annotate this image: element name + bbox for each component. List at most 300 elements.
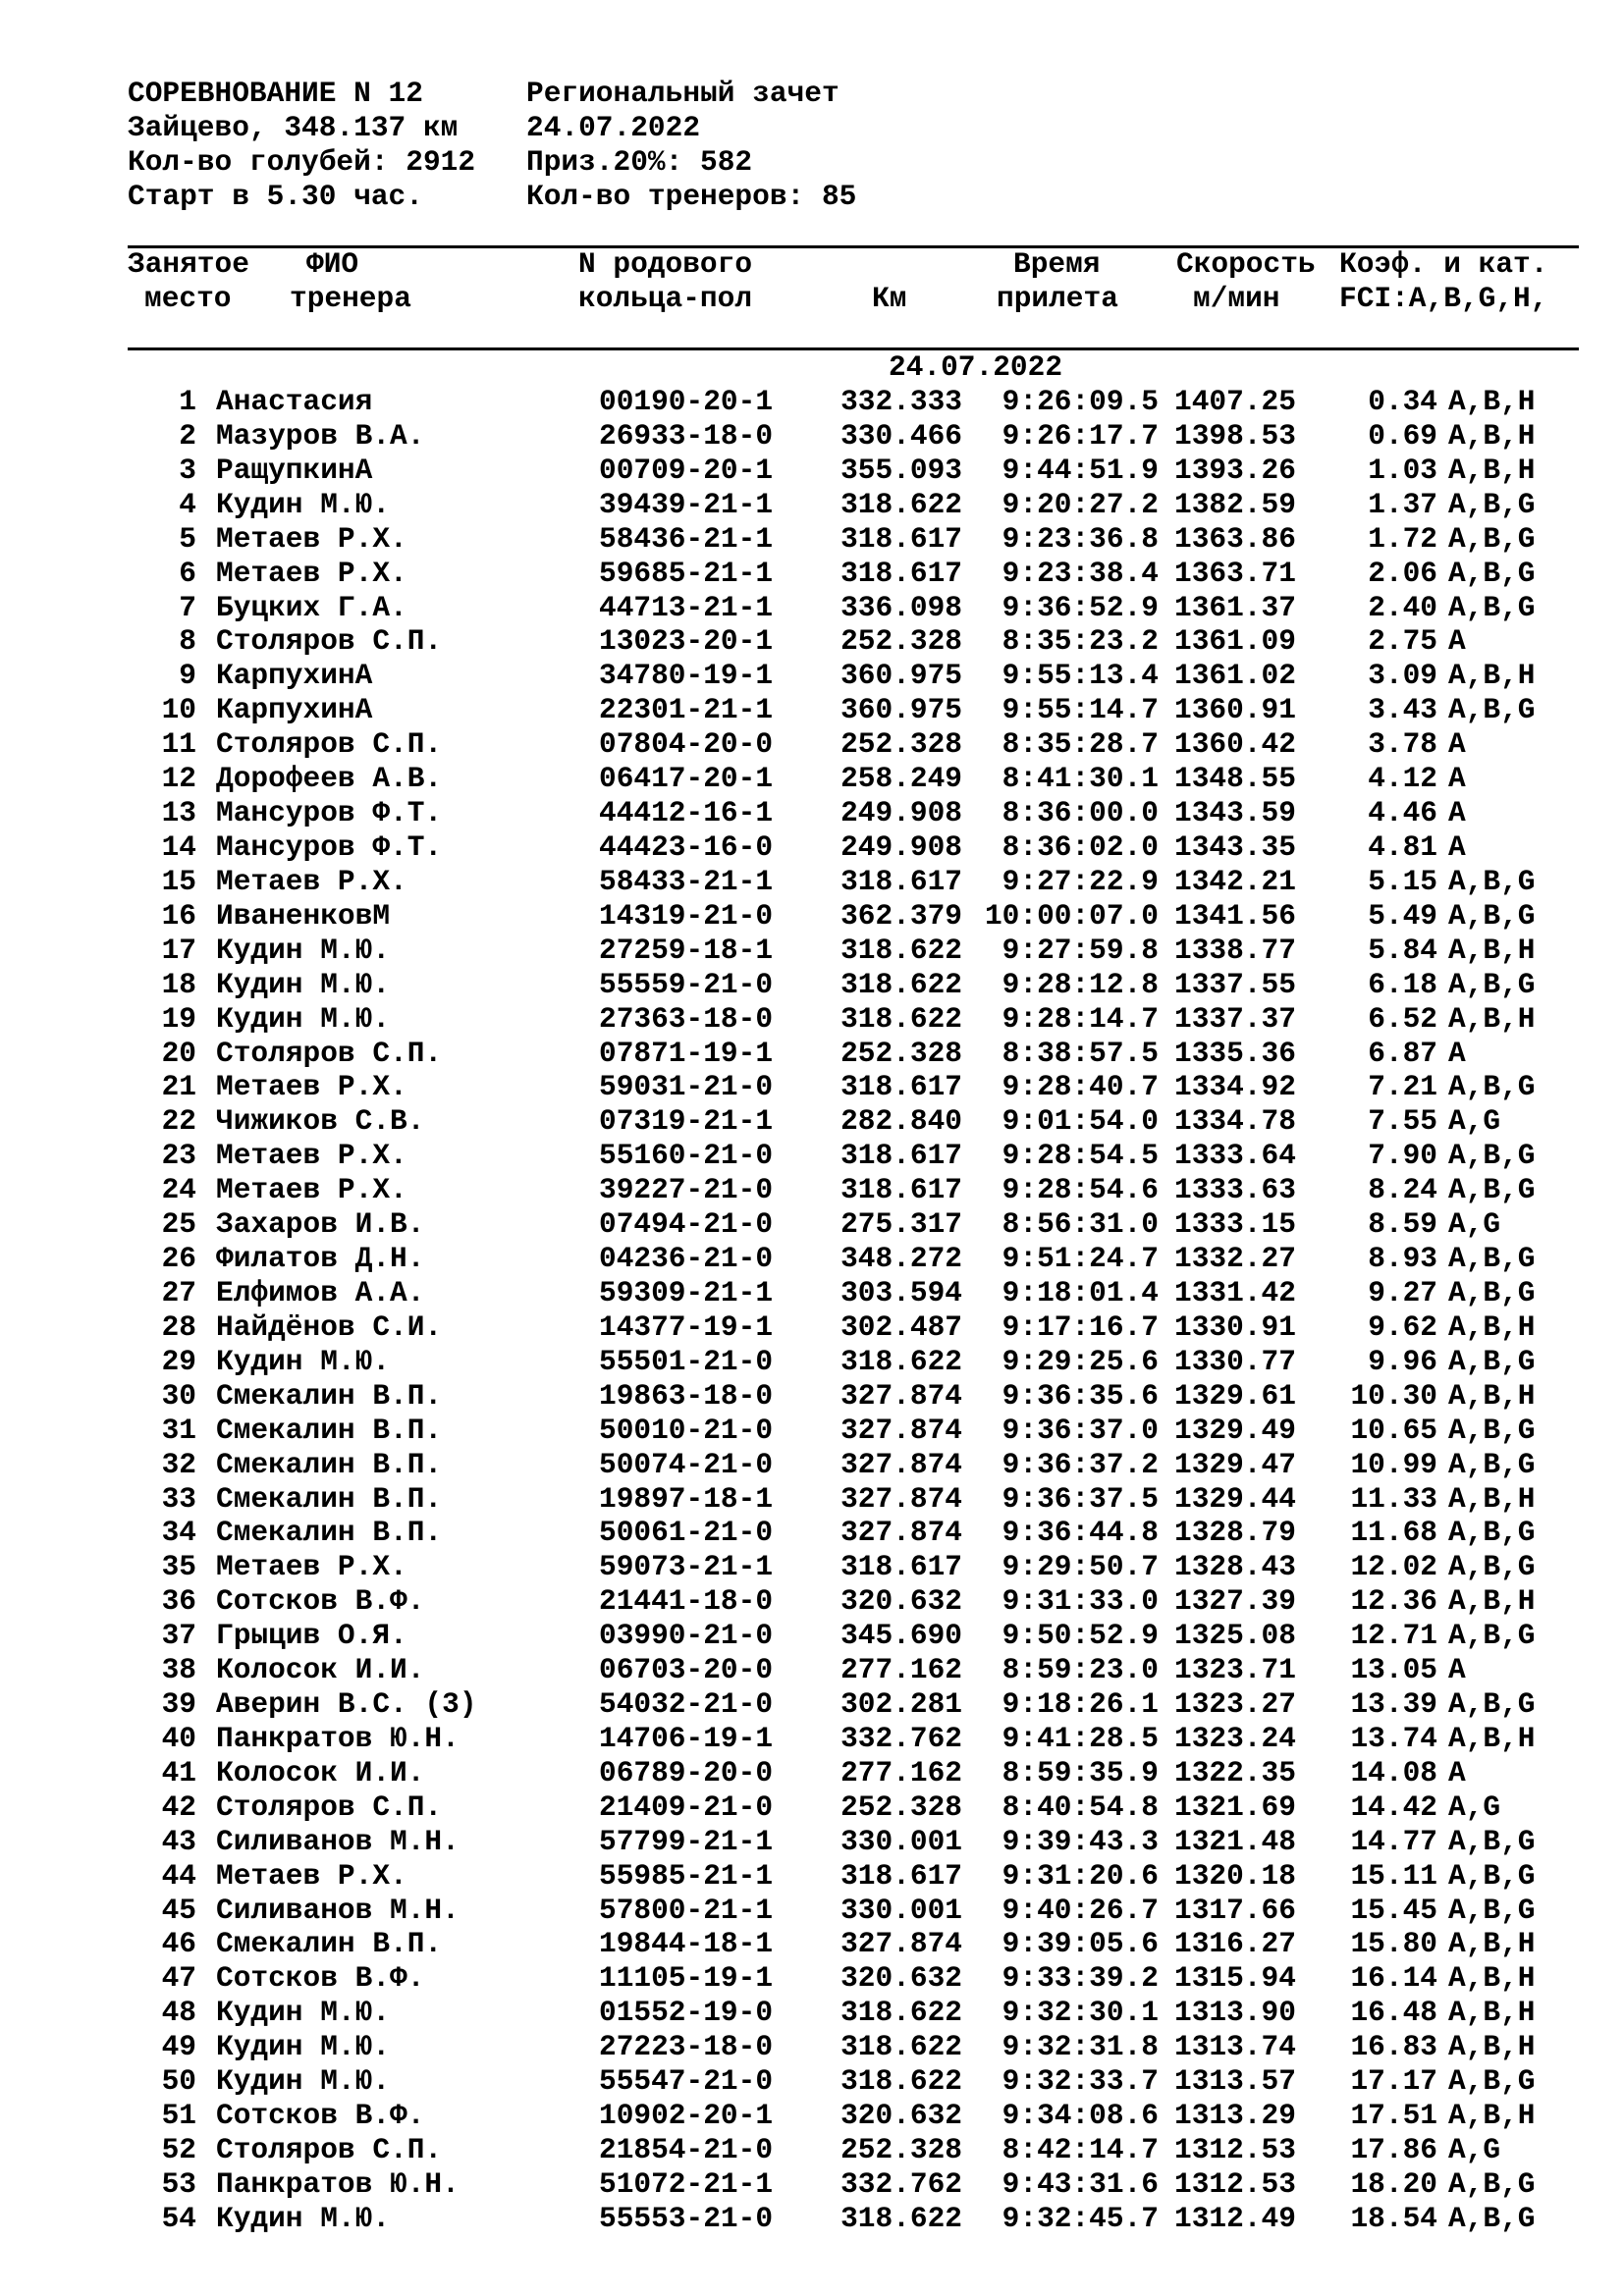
arrival-time-cell: 8:35:28.7	[1001, 727, 1159, 762]
speed-cell: 1329.44	[1174, 1481, 1296, 1516]
ring-number-cell: 00190-20-1	[599, 385, 774, 418]
ring-number-cell: 55559-21-0	[599, 967, 774, 1001]
header-line-1	[128, 77, 839, 111]
trainers-count: Кол-во тренеров: 85	[526, 180, 857, 213]
speed-cell: 1313.90	[1174, 1996, 1296, 2030]
place-cell: 3	[179, 453, 196, 487]
speed-cell: 1312.53	[1174, 2133, 1296, 2167]
arrival-time-cell: 9:27:59.8	[1001, 933, 1159, 967]
coefficient-cell: 12.02	[1350, 1550, 1437, 1584]
ring-number-cell: 50061-21-0	[599, 1516, 774, 1550]
coefficient-cell: 15.11	[1350, 1858, 1437, 1893]
arrival-time-cell: 9:32:45.7	[1001, 2201, 1159, 2235]
place-cell: 26	[161, 1242, 196, 1276]
pigeons-count: Кол-во голубей: 2912	[128, 145, 476, 179]
category-cell: A,B,H	[1448, 1481, 1536, 1516]
trainer-name-cell: Кудин М.Ю.	[216, 967, 391, 1001]
ring-number-cell: 19844-18-1	[599, 1927, 774, 1961]
place-cell: 23	[161, 1139, 196, 1173]
arrival-time-cell: 9:36:37.0	[1001, 1413, 1159, 1447]
trainer-name-cell: Кудин М.Ю.	[216, 1001, 391, 1036]
place-cell: 20	[161, 1036, 196, 1070]
arrival-time-cell: 9:28:54.5	[1001, 1139, 1159, 1173]
place-cell: 10	[161, 693, 196, 727]
speed-cell: 1322.35	[1174, 1755, 1296, 1789]
category-cell: A,B,H	[1448, 453, 1536, 487]
ring-number-cell: 01552-19-0	[599, 1996, 774, 2030]
table-row	[0, 1859, 1624, 1894]
trainer-name-cell: КарпухинА	[216, 659, 373, 693]
category-cell: A,B,H	[1448, 1001, 1536, 1036]
place-cell: 44	[161, 1858, 196, 1893]
table-row	[0, 454, 1624, 488]
place-cell: 1	[179, 385, 196, 418]
coefficient-cell: 9.62	[1368, 1309, 1437, 1344]
trainer-name-cell: Кудин М.Ю.	[216, 933, 391, 967]
coefficient-cell: 13.05	[1350, 1653, 1437, 1687]
category-cell: A,B,G	[1448, 1516, 1536, 1550]
trainer-name-cell: Мазуров В.А.	[216, 418, 425, 453]
place-cell: 8	[179, 624, 196, 659]
trainer-name-cell: Столяров С.П.	[216, 1036, 443, 1070]
trainer-name-cell: Смекалин В.П.	[216, 1447, 443, 1481]
distance-km-cell: 336.098	[840, 590, 962, 624]
distance-km-cell: 318.622	[840, 2030, 962, 2064]
category-cell: A,B,G	[1448, 1070, 1536, 1104]
col-head-km: Км	[872, 282, 907, 315]
ring-number-cell: 50010-21-0	[599, 1413, 774, 1447]
table-row	[0, 488, 1624, 522]
table-row	[0, 693, 1624, 727]
speed-cell: 1320.18	[1174, 1858, 1296, 1893]
trainer-name-cell: Столяров С.П.	[216, 2133, 443, 2167]
arrival-time-cell: 8:36:00.0	[1001, 796, 1159, 830]
place-cell: 19	[161, 1001, 196, 1036]
arrival-time-cell: 9:27:22.9	[1001, 864, 1159, 898]
ring-number-cell: 57799-21-1	[599, 1824, 774, 1858]
speed-cell: 1361.09	[1174, 624, 1296, 659]
place-cell: 30	[161, 1378, 196, 1413]
arrival-time-cell: 9:44:51.9	[1001, 453, 1159, 487]
category-cell: A	[1448, 1036, 1466, 1070]
coefficient-cell: 11.33	[1350, 1481, 1437, 1516]
arrival-time-cell: 9:18:01.4	[1001, 1275, 1159, 1309]
arrival-time-cell: 9:34:08.6	[1001, 2099, 1159, 2133]
place-cell: 42	[161, 1789, 196, 1824]
coefficient-cell: 4.12	[1368, 762, 1437, 796]
arrival-time-cell: 9:50:52.9	[1001, 1619, 1159, 1653]
arrival-time-cell: 8:56:31.0	[1001, 1207, 1159, 1242]
coefficient-cell: 14.77	[1350, 1824, 1437, 1858]
ring-number-cell: 44412-16-1	[599, 796, 774, 830]
distance-km-cell: 332.762	[840, 2166, 962, 2201]
table-row	[0, 1242, 1624, 1276]
distance-km-cell: 249.908	[840, 829, 962, 864]
category-cell: A,B,H	[1448, 659, 1536, 693]
distance-km-cell: 258.249	[840, 762, 962, 796]
distance-km-cell: 332.762	[840, 1721, 962, 1755]
table-row	[0, 1961, 1624, 1996]
ring-number-cell: 57800-21-1	[599, 1893, 774, 1927]
trainer-name-cell: Метаев Р.Х.	[216, 1858, 407, 1893]
trainer-name-cell: Смекалин В.П.	[216, 1481, 443, 1516]
category-cell: A,B,G	[1448, 1413, 1536, 1447]
table-row	[0, 2133, 1624, 2167]
distance-km-cell: 318.622	[840, 1344, 962, 1378]
place-cell: 6	[179, 556, 196, 590]
speed-cell: 1361.37	[1174, 590, 1296, 624]
coefficient-cell: 2.40	[1368, 590, 1437, 624]
category-cell: A	[1448, 727, 1466, 762]
table-row	[0, 1687, 1624, 1722]
arrival-time-cell: 9:29:25.6	[1001, 1344, 1159, 1378]
col-head-place-2: место	[144, 282, 232, 315]
category-cell: A,B,G	[1448, 1687, 1536, 1722]
distance-km-cell: 362.379	[840, 898, 962, 933]
category-cell: A	[1448, 762, 1466, 796]
ring-number-cell: 39439-21-1	[599, 487, 774, 521]
trainer-name-cell: Смекалин В.П.	[216, 1413, 443, 1447]
table-row	[0, 762, 1624, 796]
place-cell: 49	[161, 2030, 196, 2064]
table-row	[0, 2099, 1624, 2133]
place-cell: 50	[161, 2064, 196, 2099]
category-cell: A,B,G	[1448, 1858, 1536, 1893]
coefficient-cell: 8.93	[1368, 1242, 1437, 1276]
distance-km-cell: 303.594	[840, 1275, 962, 1309]
distance-km-cell: 252.328	[840, 727, 962, 762]
trainer-name-cell: Кудин М.Ю.	[216, 487, 391, 521]
table-row	[0, 1482, 1624, 1517]
category-cell: A,B,G	[1448, 1275, 1536, 1309]
category-cell: A,B,G	[1448, 2064, 1536, 2099]
coefficient-cell: 7.90	[1368, 1139, 1437, 1173]
table-row	[0, 1996, 1624, 2030]
distance-km-cell: 318.617	[840, 1139, 962, 1173]
col-head-speed-2: м/мин	[1193, 282, 1280, 315]
arrival-time-cell: 9:20:27.2	[1001, 487, 1159, 521]
distance-km-cell: 318.617	[840, 556, 962, 590]
distance-km-cell: 318.622	[840, 1001, 962, 1036]
arrival-time-cell: 9:26:17.7	[1001, 418, 1159, 453]
category-cell: A,G	[1448, 1789, 1501, 1824]
trainer-name-cell: Смекалин В.П.	[216, 1927, 443, 1961]
category-cell: A,B,H	[1448, 418, 1536, 453]
trainer-name-cell: Дорофеев А.В.	[216, 762, 443, 796]
speed-cell: 1315.94	[1174, 1961, 1296, 1996]
speed-cell: 1323.27	[1174, 1687, 1296, 1722]
table-row	[0, 2167, 1624, 2202]
coefficient-cell: 16.14	[1350, 1961, 1437, 1996]
category-cell: A,B,G	[1448, 1550, 1536, 1584]
trainer-name-cell: Силиванов М.Н.	[216, 1893, 460, 1927]
distance-km-cell: 318.622	[840, 487, 962, 521]
col-head-ring-2: кольца-пол	[578, 282, 753, 315]
ring-number-cell: 54032-21-0	[599, 1687, 774, 1722]
ring-number-cell: 58436-21-1	[599, 521, 774, 556]
speed-cell: 1360.42	[1174, 727, 1296, 762]
arrival-time-cell: 9:32:33.7	[1001, 2064, 1159, 2099]
place-cell: 9	[179, 659, 196, 693]
speed-cell: 1343.35	[1174, 829, 1296, 864]
distance-km-cell: 318.617	[840, 521, 962, 556]
header-line-4	[128, 180, 857, 214]
speed-cell: 1337.55	[1174, 967, 1296, 1001]
col-head-coef-1: Коэф. и кат.	[1339, 247, 1548, 281]
trainer-name-cell: Метаев Р.Х.	[216, 521, 407, 556]
distance-km-cell: 345.690	[840, 1619, 962, 1653]
coefficient-cell: 3.43	[1368, 693, 1437, 727]
coefficient-cell: 17.17	[1350, 2064, 1437, 2099]
trainer-name-cell: Панкратов Ю.Н.	[216, 1721, 460, 1755]
distance-km-cell: 327.874	[840, 1516, 962, 1550]
place-cell: 22	[161, 1104, 196, 1139]
category-cell: A,B,G	[1448, 1173, 1536, 1207]
table-row	[0, 1927, 1624, 1961]
trainer-name-cell: Кудин М.Ю.	[216, 2201, 391, 2235]
ring-number-cell: 59031-21-0	[599, 1070, 774, 1104]
place-cell: 25	[161, 1207, 196, 1242]
ring-number-cell: 39227-21-0	[599, 1173, 774, 1207]
ring-number-cell: 58433-21-1	[599, 864, 774, 898]
arrival-time-cell: 9:23:36.8	[1001, 521, 1159, 556]
table-row	[0, 727, 1624, 762]
trainer-name-cell: Столяров С.П.	[216, 624, 443, 659]
category-cell: A,B,H	[1448, 1721, 1536, 1755]
distance-km-cell: 302.281	[840, 1687, 962, 1722]
distance-km-cell: 318.622	[840, 1996, 962, 2030]
coefficient-cell: 4.81	[1368, 829, 1437, 864]
trainer-name-cell: Кудин М.Ю.	[216, 2064, 391, 2099]
ring-number-cell: 14706-19-1	[599, 1721, 774, 1755]
distance-km-cell: 252.328	[840, 624, 962, 659]
category-cell: A,B,H	[1448, 1996, 1536, 2030]
table-row	[0, 522, 1624, 557]
trainer-name-cell: Мансуров Ф.Т.	[216, 829, 443, 864]
category-cell: A	[1448, 1653, 1466, 1687]
ring-number-cell: 11105-19-1	[599, 1961, 774, 1996]
category-cell: A,B,H	[1448, 2030, 1536, 2064]
speed-cell: 1329.49	[1174, 1413, 1296, 1447]
ring-number-cell: 59073-21-1	[599, 1550, 774, 1584]
col-head-time-2: прилета	[997, 282, 1118, 315]
ring-number-cell: 55501-21-0	[599, 1344, 774, 1378]
distance-km-cell: 327.874	[840, 1378, 962, 1413]
speed-cell: 1321.48	[1174, 1824, 1296, 1858]
ring-number-cell: 27259-18-1	[599, 933, 774, 967]
distance-km-cell: 252.328	[840, 1036, 962, 1070]
speed-cell: 1407.25	[1174, 385, 1296, 418]
category-cell: A,B,H	[1448, 1961, 1536, 1996]
trainer-name-cell: ИваненковМ	[216, 898, 391, 933]
ring-number-cell: 55553-21-0	[599, 2201, 774, 2235]
distance-km-cell: 330.466	[840, 418, 962, 453]
speed-cell: 1331.42	[1174, 1275, 1296, 1309]
category-cell: A	[1448, 624, 1466, 659]
table-row	[0, 1139, 1624, 1173]
speed-cell: 1338.77	[1174, 933, 1296, 967]
arrival-time-cell: 9:32:31.8	[1001, 2030, 1159, 2064]
distance-km-cell: 275.317	[840, 1207, 962, 1242]
speed-cell: 1361.02	[1174, 659, 1296, 693]
coefficient-cell: 5.15	[1368, 864, 1437, 898]
speed-cell: 1348.55	[1174, 762, 1296, 796]
trainer-name-cell: Смекалин В.П.	[216, 1378, 443, 1413]
ring-number-cell: 07319-21-1	[599, 1104, 774, 1139]
table-row	[0, 968, 1624, 1002]
coefficient-cell: 14.42	[1350, 1789, 1437, 1824]
table-row	[0, 1002, 1624, 1037]
speed-cell: 1393.26	[1174, 453, 1296, 487]
coefficient-cell: 17.51	[1350, 2099, 1437, 2133]
table-row	[0, 1516, 1624, 1550]
trainer-name-cell: Анастасия	[216, 385, 373, 418]
place-cell: 17	[161, 933, 196, 967]
place-cell: 27	[161, 1275, 196, 1309]
ring-number-cell: 03990-21-0	[599, 1619, 774, 1653]
distance-km-cell: 318.622	[840, 967, 962, 1001]
place-cell: 18	[161, 967, 196, 1001]
distance-km-cell: 330.001	[840, 1824, 962, 1858]
group-date: 24.07.2022	[889, 350, 1063, 384]
arrival-time-cell: 9:29:50.7	[1001, 1550, 1159, 1584]
trainer-name-cell: Елфимов А.А.	[216, 1275, 425, 1309]
col-head-speed-1: Скорость	[1176, 247, 1316, 281]
distance-km-cell: 348.272	[840, 1242, 962, 1276]
coefficient-cell: 3.09	[1368, 659, 1437, 693]
distance-km-cell: 360.975	[840, 659, 962, 693]
speed-cell: 1334.92	[1174, 1070, 1296, 1104]
table-row	[0, 1653, 1624, 1687]
category-cell: A,B,H	[1448, 1927, 1536, 1961]
place-cell: 41	[161, 1755, 196, 1789]
arrival-time-cell: 8:59:23.0	[1001, 1653, 1159, 1687]
arrival-time-cell: 9:31:20.6	[1001, 1858, 1159, 1893]
coefficient-cell: 2.75	[1368, 624, 1437, 659]
coefficient-cell: 9.96	[1368, 1344, 1437, 1378]
coefficient-cell: 14.08	[1350, 1755, 1437, 1789]
trainer-name-cell: Сотсков В.Ф.	[216, 2099, 425, 2133]
table-row	[0, 2202, 1624, 2236]
bottom-rule	[128, 347, 1579, 350]
table-row	[0, 557, 1624, 591]
place-cell: 33	[161, 1481, 196, 1516]
trainer-name-cell: Силиванов М.Н.	[216, 1824, 460, 1858]
place-cell: 16	[161, 898, 196, 933]
arrival-time-cell: 9:28:12.8	[1001, 967, 1159, 1001]
table-row	[0, 830, 1624, 865]
category-cell: A,B,G	[1448, 590, 1536, 624]
table-row	[0, 1207, 1624, 1242]
trainer-name-cell: РащупкинА	[216, 453, 373, 487]
col-head-name-1: ФИО	[306, 247, 359, 281]
table-row	[0, 1070, 1624, 1104]
coefficient-cell: 8.59	[1368, 1207, 1437, 1242]
ring-number-cell: 13023-20-1	[599, 624, 774, 659]
coefficient-cell: 13.39	[1350, 1687, 1437, 1722]
place-cell: 35	[161, 1550, 196, 1584]
coefficient-cell: 12.71	[1350, 1619, 1437, 1653]
arrival-time-cell: 10:00:07.0	[984, 898, 1159, 933]
speed-cell: 1342.21	[1174, 864, 1296, 898]
col-head-time-1: Время	[1013, 247, 1101, 281]
speed-cell: 1313.29	[1174, 2099, 1296, 2133]
arrival-time-cell: 9:43:31.6	[1001, 2166, 1159, 2201]
speed-cell: 1317.66	[1174, 1893, 1296, 1927]
table-row	[0, 934, 1624, 968]
place-cell: 7	[179, 590, 196, 624]
category-cell: A,B,G	[1448, 556, 1536, 590]
place-cell: 47	[161, 1961, 196, 1996]
place-cell: 15	[161, 864, 196, 898]
place-cell: 53	[161, 2166, 196, 2201]
speed-cell: 1335.36	[1174, 1036, 1296, 1070]
table-row	[0, 1722, 1624, 1756]
header-line-2	[128, 111, 701, 145]
distance-km-cell: 252.328	[840, 1789, 962, 1824]
distance-km-cell: 318.617	[840, 864, 962, 898]
coefficient-cell: 0.69	[1368, 418, 1437, 453]
arrival-time-cell: 9:36:37.5	[1001, 1481, 1159, 1516]
competition-title: СОРЕВНОВАНИЕ N 12	[128, 77, 423, 110]
speed-cell: 1382.59	[1174, 487, 1296, 521]
coefficient-cell: 1.72	[1368, 521, 1437, 556]
category-cell: A,B,G	[1448, 2201, 1536, 2235]
release-location: Зайцево, 348.137 км	[128, 111, 459, 144]
ring-number-cell: 51072-21-1	[599, 2166, 774, 2201]
ring-number-cell: 10902-20-1	[599, 2099, 774, 2133]
speed-cell: 1312.53	[1174, 2166, 1296, 2201]
arrival-time-cell: 9:31:33.0	[1001, 1584, 1159, 1619]
distance-km-cell: 327.874	[840, 1927, 962, 1961]
category-cell: A,B,G	[1448, 521, 1536, 556]
distance-km-cell: 360.975	[840, 693, 962, 727]
table-row	[0, 865, 1624, 899]
category-cell: A,B,H	[1448, 1378, 1536, 1413]
table-row	[0, 1345, 1624, 1379]
ring-number-cell: 26933-18-0	[599, 418, 774, 453]
trainer-name-cell: Кудин М.Ю.	[216, 1996, 391, 2030]
trainer-name-cell: Метаев Р.Х.	[216, 1139, 407, 1173]
table-row	[0, 1310, 1624, 1345]
results-table	[0, 385, 1624, 2236]
category-cell: A,G	[1448, 1207, 1501, 1242]
trainer-name-cell: Аверин В.С. (3)	[216, 1687, 477, 1722]
trainer-name-cell: Панкратов Ю.Н.	[216, 2166, 460, 2201]
distance-km-cell: 320.632	[840, 1584, 962, 1619]
category-cell: A,G	[1448, 2133, 1501, 2167]
category-cell: A,B,H	[1448, 385, 1536, 418]
trainer-name-cell: Мансуров Ф.Т.	[216, 796, 443, 830]
coefficient-cell: 3.78	[1368, 727, 1437, 762]
coefficient-cell: 13.74	[1350, 1721, 1437, 1755]
arrival-time-cell: 9:36:52.9	[1001, 590, 1159, 624]
distance-km-cell: 318.617	[840, 1550, 962, 1584]
speed-cell: 1316.27	[1174, 1927, 1296, 1961]
place-cell: 46	[161, 1927, 196, 1961]
trainer-name-cell: Метаев Р.Х.	[216, 864, 407, 898]
ring-number-cell: 21409-21-0	[599, 1789, 774, 1824]
arrival-time-cell: 9:55:14.7	[1001, 693, 1159, 727]
place-cell: 29	[161, 1344, 196, 1378]
ring-number-cell: 44423-16-0	[599, 829, 774, 864]
ring-number-cell: 59685-21-1	[599, 556, 774, 590]
arrival-time-cell: 8:35:23.2	[1001, 624, 1159, 659]
coefficient-cell: 8.24	[1368, 1173, 1437, 1207]
place-cell: 36	[161, 1584, 196, 1619]
trainer-name-cell: Метаев Р.Х.	[216, 1550, 407, 1584]
arrival-time-cell: 9:28:14.7	[1001, 1001, 1159, 1036]
